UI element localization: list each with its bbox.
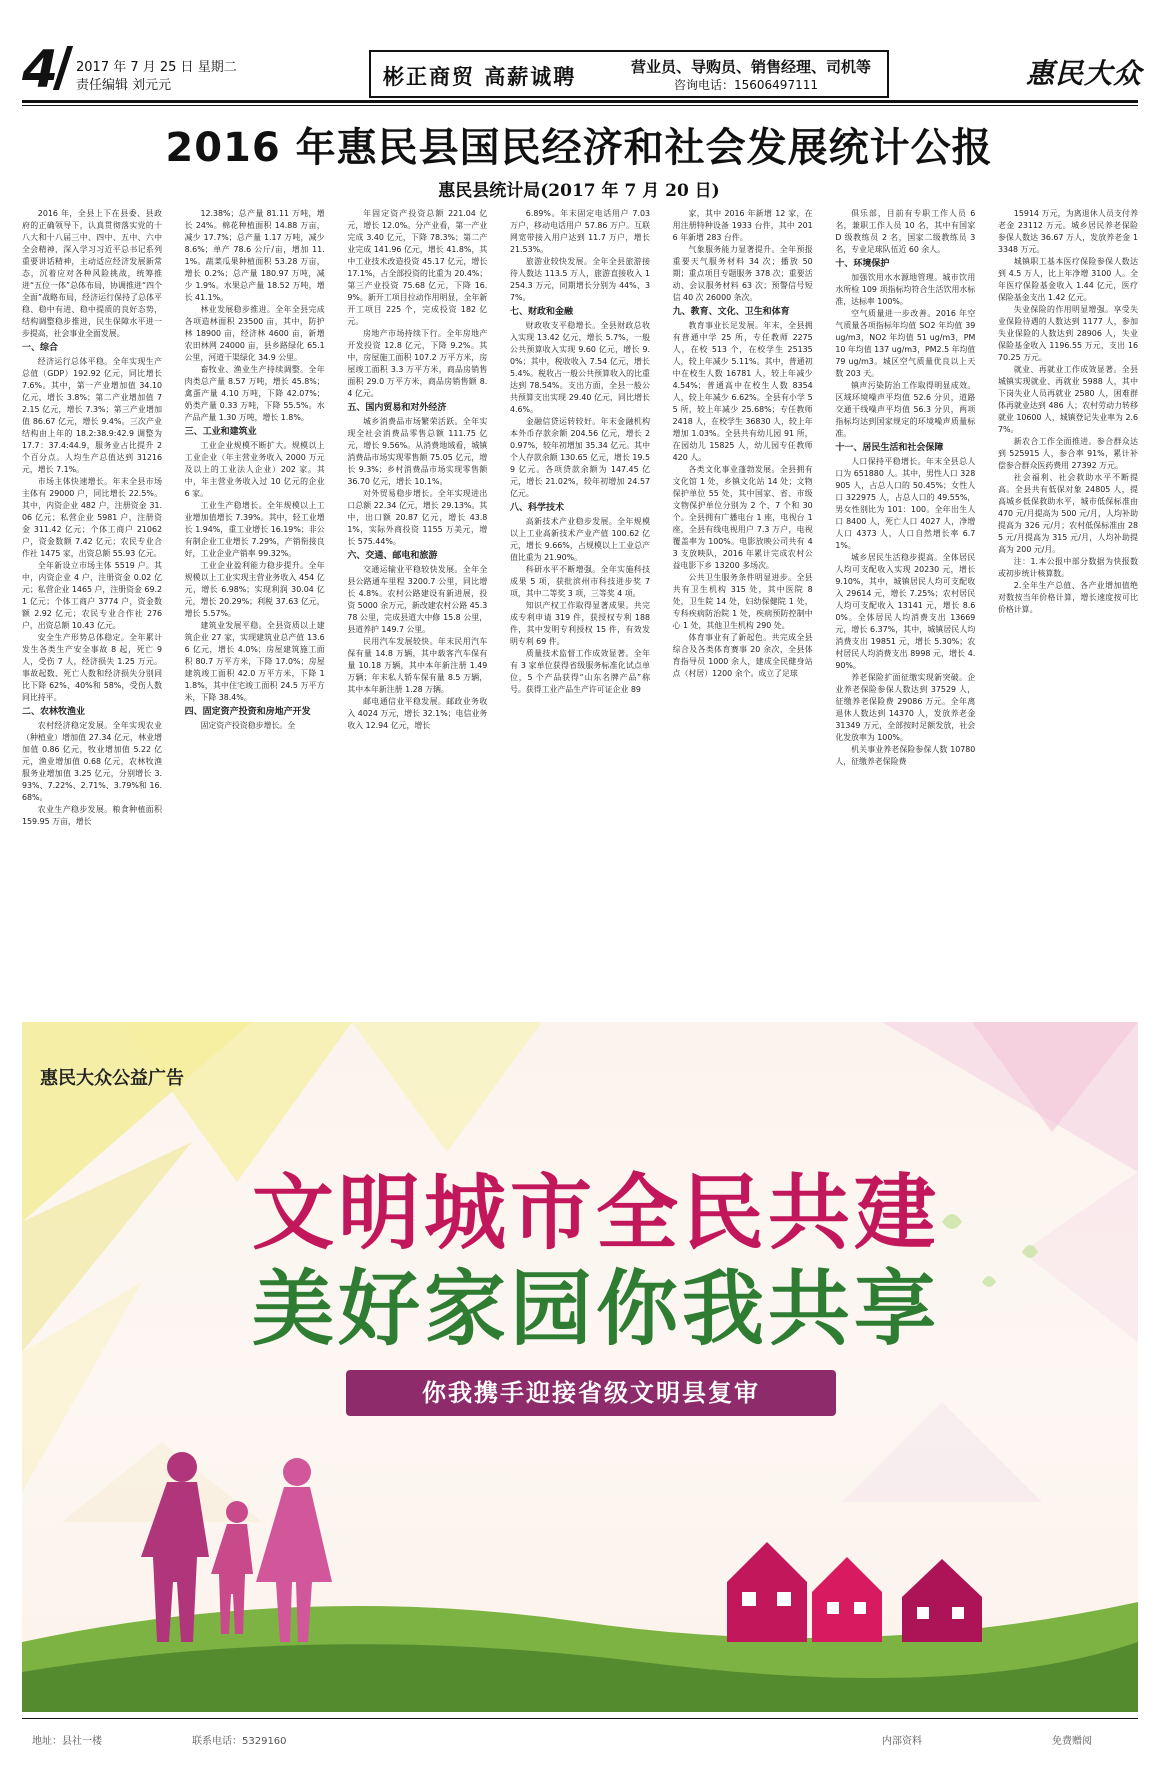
header-rule-thin	[22, 105, 1138, 106]
section-heading: 十、环境保护	[835, 259, 890, 269]
paragraph: 6.89%。年末固定电话用户 7.03 万户，移动电话用户 57.86 万户。互联网宽带接入用户达到 11.7 万户，增长 21.53%。	[510, 209, 650, 254]
paragraph: 年固定资产投资总额 221.04 亿元，增长 12.0%。分产业看，第一产业完成 3.40 亿元，下降 78.3%；第二产业完成 141.96 亿元，增长 41.8%，其中工业技术改造投资 45.17 亿元，增长 17.1%，占全部投资的比重为 20.4%；第三产业投资 75.68 亿元，下降 16.9%。新开工项目拉动作用明显，全年新开工项目 225 个，完成投资 182 亿元。	[347, 209, 488, 326]
footer-rule	[22, 1718, 1138, 1719]
section-heading: 六、交通、邮电和旅游	[347, 551, 438, 561]
header-ad-box	[369, 50, 889, 98]
paragraph: 养老保险扩面征缴实现新突破。企业养老保险参保人数达到 37529 人，征缴养老保险费 29086 万元。全年离退休人数达到 14370 人，发放养老金 31349 万元，全部按时足额发放，社会化发放率为 100%。	[835, 673, 976, 742]
section-heading: 九、教育、文化、卫生和体育	[672, 307, 790, 317]
article-column	[835, 208, 975, 1020]
paragraph: 城乡消费品市场繁荣活跃。全年实现全社会消费品零售总额 111.75 亿元，增长 9.56%。从消费地域看，城镇消费品市场实现零售额 75.05 亿元，增长 9.3%；乡村消费品市场实现零售额 36.70 亿元，增长 10.1%。	[347, 417, 488, 486]
paragraph: 城乡居民生活稳步提高。全体居民人均可支配收入实现 20230 元，增长 9.10%，其中，城镇居民人均可支配收入 29614 元，增长 7.25%；农村居民人均可支配收入 13141 元，增长 8.60%。全体居民人均消费支出 13669 元，增长 6.37%，其中，城镇居民人均消费支出 19851 元，增长 5.30%；农村居民人均消费支出 8998 元，增长 4.90%。	[835, 553, 976, 670]
paragraph: 工业企业盈利能力稳步提升。全年规模以上工业实现主营业务收入 454 亿元，增长 6.98%；实现利润 30.04 亿元，增长 20.29%；利税 37.63 亿元，增长 5.57%。	[184, 561, 325, 618]
slogan-line-2: 美好家园你我共享	[252, 1262, 941, 1357]
paragraph: 社会福利、社会救助水平不断提高。全县共有低保对象 24805 人，提高城乡低保救助水平，城市低保标准由 470 元/月提高为 500 元/月，人均补助提高为 326 元/月；农村低保标准由 285 元/月提高为 315 元/月，人均补助提高为 200 元/月。	[998, 473, 1138, 554]
section-heading: 十一、居民生活和社会保障	[835, 443, 944, 453]
issue-date: 2017 年 7 月 25 日 星期二	[76, 60, 237, 75]
paragraph: 俱乐部，目前有专职工作人员 6 名，兼职工作人员 10 名，其中有国家 D 级教练员 2 名，国家二级教练员 3 名，专业足球队伍近 60 余人。	[835, 209, 976, 254]
page-number: 4	[22, 40, 59, 100]
page-footer	[22, 1724, 1138, 1754]
article-column	[998, 208, 1138, 1020]
slogan-line-1: 文明城市全民共建	[252, 1166, 941, 1261]
paragraph: 质量技术监督工作成效显著。全年有 3 家单位获得省级服务标准化试点单位，5 个产品获得“山东名牌产品”称号。获得工业产品生产许可证企业 89	[510, 649, 650, 694]
paragraph: 公共卫生服务条件明显进步。全县共有卫生机构 315 处，其中医院 8 处，卫生院 14 处，妇幼保健院 1 处，专科疾病防治院 1 处，疾病预防控制中心 1 处，其他卫生机构 290 处。	[672, 573, 813, 630]
paragraph: 固定资产投资稳步增长。全	[200, 721, 296, 730]
paragraph: 气象服务能力显著提升。全年预报重要天气服务材料 34 次；播放 50 期；重点项目专题服务 378 次；重要活动、会议服务材料 63 次；预警信号短信 40 次 26000 条次。	[672, 245, 813, 302]
masthead-logo: 惠民大众	[1026, 57, 1143, 90]
article-body	[22, 208, 1138, 1020]
paragraph: 知识产权工作取得显著成果。共完成专利申请 319 件，获授权专利 188 件，其中发明专利授权 15 件，有效发明专利 69 件。	[510, 601, 650, 646]
paragraph: 空气质量进一步改善。2016 年空气质量各项指标年均值 SO2 年均值 39ug/m3，NO2 年均值 51 ug/m3，PM10 年均值 137 ug/m3，PM2.5 年均值 79 ug/m3。城区空气质量优良以上天数 203 天。	[835, 309, 976, 378]
footer-free-note: 免费赠阅	[1052, 1736, 1092, 1747]
paragraph: 交通运输业平稳较快发展。全年全县公路通车里程 3200.7 公里，同比增长 4.8%。农村公路建设有新进展，投资 5000 余万元，新改建农村公路 45.378 公里，完成县道大中修 15.8 公里，县道养护 149.7 公里。	[347, 565, 488, 634]
section-heading: 一、综合	[22, 343, 59, 353]
article-title: 2016 年惠民县国民经济和社会发展统计公报	[165, 125, 993, 171]
paragraph: 邮电通信业平稳发展。邮政业务收入 4024 万元，增长 32.1%；电信业务收入 12.94 亿元，增长	[347, 697, 488, 730]
responsible-editor: 责任编辑 刘元元	[76, 78, 172, 93]
paragraph: 全年新设立市场主体 5519 户。其中，内资企业 4 户，注册资金 0.02 亿元；私营企业 1465 户，注册资金 69.21 亿元；个体工商户 3774 户，资金数额 2.92 亿元；农民专业合作社 276 户，出资总额 10.43 亿元。	[22, 561, 162, 630]
header-rule	[22, 100, 1138, 103]
paragraph: 市场主体快速增长。年末全县市场主体有 29000 户，同比增长 22.5%。其中，内资企业 482 户，注册资金 31.06 亿元；私营企业 5981 户，注册资金 311.42 亿元；个体工商户 21062 户，资金数额 7.42 亿元；农民专业合作社 1475 家，出资总额 55.93 亿元。	[22, 477, 162, 558]
section-heading: 二、农林牧渔业	[22, 707, 86, 717]
paragraph: 体育事业有了新起色。共完成全县综合及各类体育赛事 20 余次，全县体育指导员 1000 余人，建成全民健身站点（村居）1200 余个。成立了足球	[672, 633, 813, 678]
houses-illustration	[727, 1542, 982, 1642]
paragraph: 15914 万元，为离退休人员支付养老金 23112 万元。城乡居民养老保险参保人数达 36.67 万人，发放养老金 13348 万元。	[998, 209, 1138, 254]
paragraph: 林业发展稳步推进。全年全县完成各项造林面积 23500 亩，其中，防护林 18900 亩，经济林 4600 亩，新增农田林网 24000 亩，县乡路绿化 65.1 公里，河道干渠绿化 34.9 公里。	[184, 305, 325, 362]
paragraph: 高新技术产业稳步发展。全年规模以上工业高新技术产业产值 100.62 亿元，增长 9.66%，占规模以上工业总产值比重为 21.90%。	[510, 517, 650, 562]
paragraph: 经济运行总体平稳。全年实现生产总值（GDP）192.92 亿元，同比增长 7.6%。其中，第一产业增加值 34.10 亿元，增长 3.8%；第二产业增加值 72.15 亿元，增长 7.3%；第三产业增加值 86.67 亿元，增长 9.4%。三次产业结构由上年的 18.2:38.9:42.9 调整为 17.7：37.4:44.9，服务业占比提升 2 个百分点。人均生产总值达到 31216 元，增长 7.1%。	[22, 357, 162, 474]
ad-ribbon: 你我携手迎接省级文明县复审	[346, 1370, 836, 1416]
paragraph: 对外贸易稳步增长。全年实现进出口总额 22.34 亿元，增长 29.13%。其中，出口额 20.87 亿元，增长 43.81%，实际外商投资 1155 万美元，增长 575.44%。	[347, 489, 488, 546]
article-byline: 惠民县统计局(2017 年 7 月 20 日)	[438, 181, 720, 201]
paragraph: 工业企业规模不断扩大。规模以上工业企业（年主营业务收入 2000 万元及以上的工业法人企业）202 家。其中，年主营业务收入过 10 亿元的企业 6 家。	[184, 441, 325, 498]
paragraph: 人口保持平稳增长。年末全县总人口为 651880 人。其中，男性人口 328905 人，占总人口的 50.45%；女性人口 322975 人，占总人口的 49.55%，男女性别比为 101：100。全年出生人口 8400 人，死亡人口 4027 人，净增人口 4373 人，人口自然增长率 6.71%。	[835, 457, 976, 550]
article-column	[22, 208, 162, 1020]
paragraph: 金融信贷运转较好。年末金融机构本外币存款余额 204.56 亿元，增长 20.97%，较年初增加 35.34 亿元。其中个人存款余额 130.65 亿元，增长 19.59 亿元。各项贷款余额为 147.45 亿元，增长 21.02%，较年初增加 24.57 亿元。	[510, 417, 650, 498]
paragraph: 房地产市场持续下行。全年房地产开发投资 12.8 亿元，下降 9.2%。其中，房屋施工面积 107.2 万平方米，房屋竣工面积 3.3 万平方米，商品房销售面积 29.0 万平方米，商品房销售额 8.4 亿元。	[347, 329, 488, 398]
paragraph: 科研水平不断增强。全年实施科技成果 5 项，获批滨州市科技进步奖 7 项，其中二等奖 3 项，三等奖 4 项。	[510, 565, 650, 598]
paragraph: 家，其中 2016 年新增 12 家，在用注册特种设备 1933 台件，其中 2016 年新增 283 台件。	[672, 209, 813, 242]
paragraph: 财政收支平稳增长。全县财政总收入实现 13.42 亿元，增长 5.7%，一般公共预算收入实现 9.60 亿元，增长 9.0%；其中，税收收入 7.54 亿元，增长 5.4%。税收占一般公共预算收入的比重达到 78.54%。支出方面，全县一般公共预算支出实现 29.40 亿元，同比增长 4.6%。	[510, 321, 650, 414]
paragraph: 教育事业长足发展。年末，全县拥有普通中学 25 所，专任教师 2275 人，在校 513 个，在校学生 25135 人，较上年减少 5.11%。其中，普通初中在校生人数 16781 人，较上年减少 4.54%；普通高中在校生人数 8354 人，较上年减少 6.62%。全县有小学 55 所，较上年减少 25.68%；专任教师 2418 人，在校学生 36830 人，较上年增加 1.03%。全县共有幼儿园 91 所，在园幼儿 15825 人，幼儿园专任教师 420 人。	[672, 321, 813, 462]
paragraph: 新农合工作全面推进。参合群众达到 525915 人，参合率 91%，累计补偿参合群众医药费用 27392 万元。	[998, 437, 1138, 470]
section-heading: 八、科学技术	[510, 503, 565, 513]
section-heading: 四、固定资产投资和房地产开发	[184, 707, 311, 717]
article-column	[673, 208, 813, 1020]
ad-background-graphic	[22, 1022, 1138, 1712]
footer-address: 地址：县社一楼	[32, 1736, 102, 1747]
paragraph: 城镇职工基本医疗保险参保人数达到 4.5 万人，比上年净增 3100 人。全年医疗保险基金收入 1.44 亿元，医疗保险基金支出 1.42 亿元。	[998, 257, 1138, 302]
article-column	[347, 208, 487, 1020]
paragraph: 各类文化事业蓬勃发展。全县拥有文化馆 1 处，乡镇文化站 14 处；文物保护单位 55 处，其中国家、省、市级文物保护单位分别为 2 个、7 个和 30 个。全县拥有广播电台 1 座，电视台 1 座，全县有线电视用户 7.3 万户，电视覆盖率为 100%。电影放映公司共有 43 支放映队，2016 年累计完成农村公益电影下乡 13200 多场次。	[672, 465, 813, 570]
article-column	[185, 208, 325, 1020]
ad-label: 惠民大众公益广告	[40, 1068, 184, 1089]
footer-internal-note: 内部资料	[882, 1736, 922, 1747]
public-service-ad	[22, 1022, 1138, 1712]
paragraph: 失业保险的作用明显增强。享受失业保险待遇的人数达到 1177 人，参加失业保险的人数达到 28906 人，失业保险基金收入 1196.55 万元，支出 1670.25 万元。	[998, 305, 1138, 362]
paragraph: 2016 年，全县上下在县委、县政府的正确领导下，认真贯彻落实党的十八大和十八届三中、四中、五中、六中全会精神，深入学习习近平总书记系列重要讲话精神，主动适应经济发展新常态，沉着应对各种风险挑战，统筹推进“五位一体”总体布局，协调推进“四个全面”战略布局，经济运行保持了总体平稳、稳中有进、稳中提质的良好态势，结构调整稳步推进，民生保障水平进一步提高，社会事业全面发展。	[22, 209, 162, 338]
footer-phone: 联系电话：5329160	[192, 1736, 287, 1747]
paragraph: 2.全年生产总值、各产业增加值绝对数按当年价格计算，增长速度按可比价格计算。	[998, 581, 1138, 614]
paragraph: 镇声污染防治工作取得明显成效。区域环境噪声平均值 52.6 分贝，道路交通干线噪声平均值 56.3 分贝，两项指标均达到国家规定的环境噪声质量标准。	[835, 381, 976, 438]
paragraph: 加强饮用水水源地管理。城市饮用水所检 109 项指标均符合生活饮用水标准，达标率 100%。	[835, 273, 976, 306]
paragraph: 农村经济稳定发展。全年实现农业（种植业）增加值 27.34 亿元，林业增加值 0.86 亿元，牧业增加值 5.22 亿元，渔业增加值 0.68 亿元，农林牧渔服务业增加值 3.25 亿元，分别增长 3.93%、7.22%、2.71%、3.79%和 16.68%。	[22, 721, 162, 802]
section-heading: 五、国内贸易和对外经济	[347, 403, 447, 413]
paragraph: 旅游业较快发展。全年全县旅游接待人数达 113.5 万人，旅游直接收入 1254.3 万元，同期增长分别为 44%、37%。	[510, 257, 650, 302]
ad-company: 彬正商贸 高薪诚聘	[383, 65, 577, 89]
paragraph: 就业、再就业工作成效显著。全县城镇实现就业、再就业 5988 人，其中下岗失业人员再就业 2580 人，困难群体再就业达到 486 人；农村劳动力转移就业 10600 人，城镇登记失业率为 2.67%。	[998, 365, 1138, 434]
paragraph: 注：1.本公报中部分数据为快报数或初步统计核算数。	[998, 557, 1138, 578]
paragraph: 工业生产稳增长。全年规模以上工业增加值增长 7.39%。其中，轻工业增长 1.94%，重工业增长 16.19%；非公有制企业工业增长 7.29%，产销衔接良好，工业企业产销率 99.32%。	[184, 501, 325, 558]
ad-positions: 营业员、导购员、销售经理、司机等	[631, 58, 872, 76]
paragraph: 畜牧业、渔业生产持续调整。全年肉类总产量 8.57 万吨，增长 45.8%；禽蛋产量 4.10 万吨，下降 42.07%；奶类产量 0.33 万吨，下降 55.5%。水产品产量 1.30 万吨，增长 1.8%。	[184, 365, 325, 422]
paragraph: 建筑业发展平稳。全县资质以上建筑企业 27 家，实现建筑业总产值 13.66 亿元，增长 4.0%；房屋建筑施工面积 80.7 万平方米，下降 17.0%；房屋建筑竣工面积 42.0 万平方米，下降 11.8%，其中住宅竣工面积 24.5 万平方米，下降 38.4%。	[184, 621, 325, 702]
paragraph: 安全生产形势总体稳定。全年累计发生各类生产安全事故 8 起，死亡 9 人，受伤 7 人，经济损失 1.25 万元。事故起数、死亡人数和经济损失分别同比下降 62%、40%和 58%，受伤人数同比持平。	[22, 633, 162, 702]
paragraph: 12.38%；总产量 81.11 万吨，增长 24%。棉花种植面积 14.88 万亩，减少 17.7%；总产量 1.17 万吨，减少 8.6%；单产 78.6 公斤/亩，增加 11.1%。蔬菜瓜果种植面积 53.28 万亩，增长 0.2%；总产量 180.97 万吨，减少 1.9%。水果总产量 18.52 万吨，增长 41.1%。	[184, 209, 325, 302]
paragraph: 民用汽车发展较快。年末民用汽车保有量 14.8 万辆，其中载客汽车保有量 10.18 万辆，其中本年新注册 1.49 万辆；年末私人轿车保有量 8.5 万辆，其中本年新注册 1.28 万辆。	[347, 637, 488, 694]
paragraph: 农业生产稳步发展。粮食种植面积 159.95 万亩，增长	[22, 805, 162, 826]
paragraph: 机关事业养老保险参保人数 10780 人，征缴养老保险费	[835, 745, 976, 766]
ad-phone: 咨询电话：15606497111	[674, 78, 818, 92]
section-heading: 三、工业和建筑业	[184, 427, 257, 437]
page-header	[0, 0, 1158, 108]
section-heading: 七、财政和金融	[510, 307, 574, 317]
article-column	[510, 208, 650, 1020]
